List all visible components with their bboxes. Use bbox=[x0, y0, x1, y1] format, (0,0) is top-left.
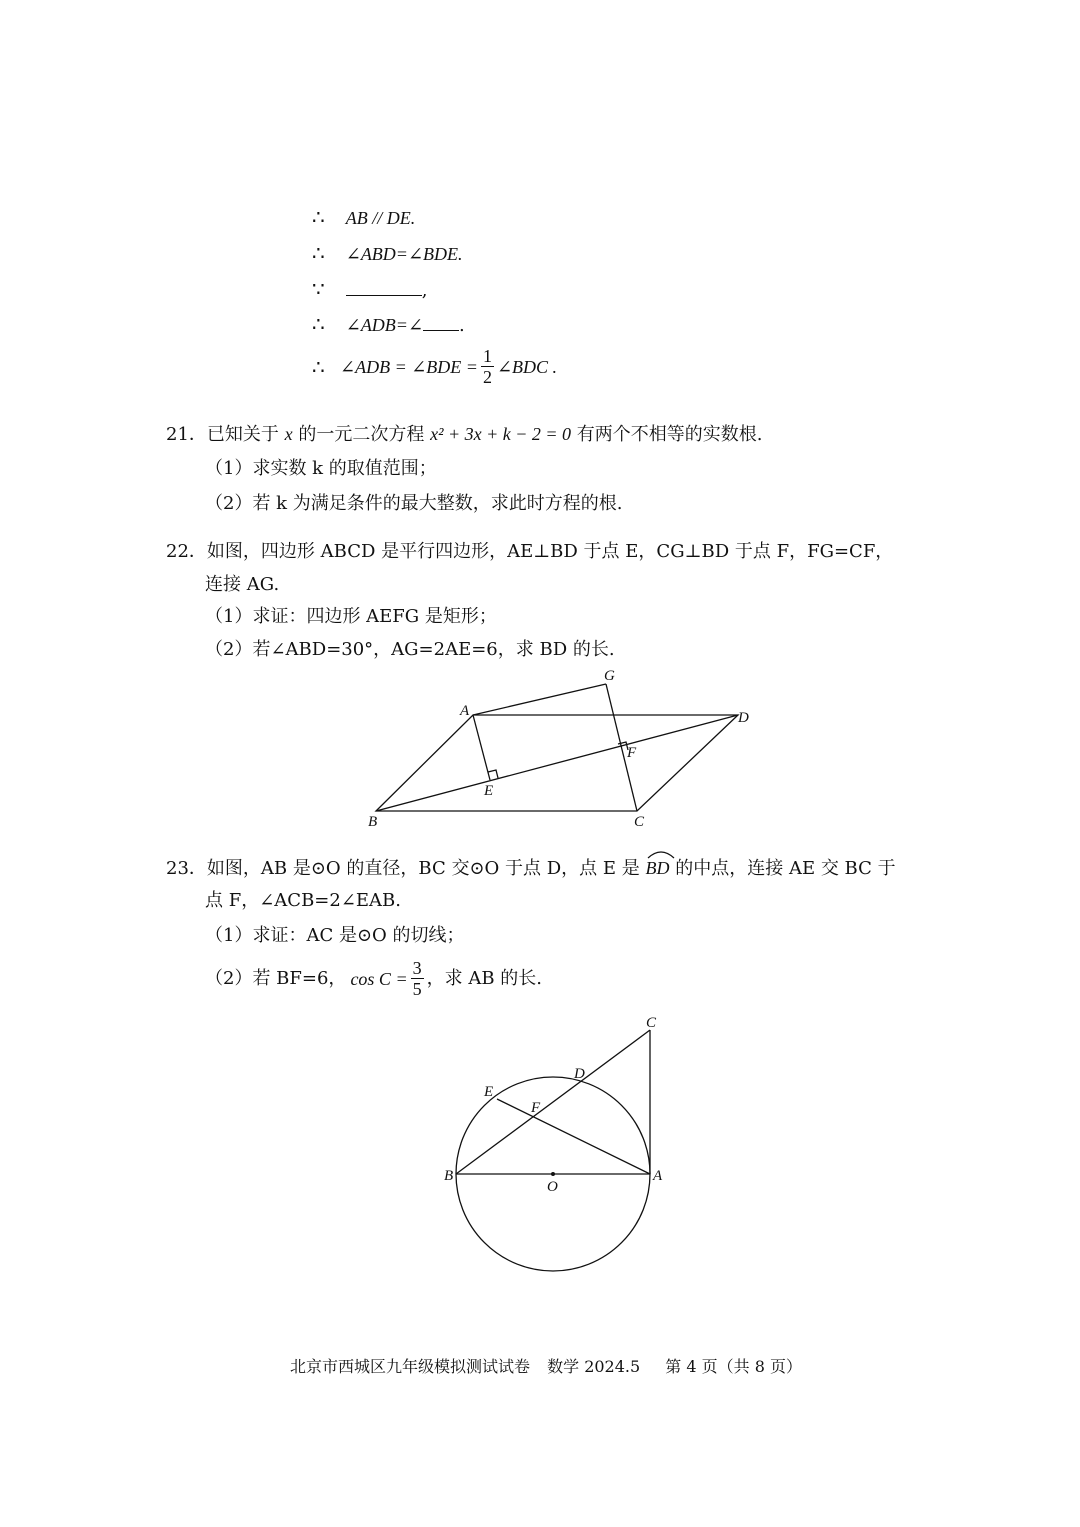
question-number: 22． bbox=[166, 541, 207, 562]
segment-ae bbox=[497, 1099, 650, 1174]
q22-part-2: （2）若∠ABD=30°，AG=2AE=6，求 BD 的长. bbox=[205, 639, 615, 660]
label-d: D bbox=[574, 1066, 585, 1082]
therefore-symbol: ∴ bbox=[312, 205, 325, 229]
quadratic-equation: x² + 3x + k − 2 = 0 bbox=[430, 424, 572, 444]
proof-line-4: ∴ ∠ADB=∠ . bbox=[312, 312, 465, 336]
question-number: 21． bbox=[166, 424, 207, 445]
q23-part-1: （1）求证：AC 是⊙O 的切线； bbox=[205, 925, 465, 946]
label-o: O bbox=[547, 1179, 558, 1195]
q23-stem: 23．如图，AB 是⊙O 的直径，BC 交⊙O 于点 D，点 E 是 BD 的中点，连接 AE 交 BC 于 bbox=[166, 856, 896, 881]
label-a: A bbox=[653, 1168, 663, 1184]
label-d: D bbox=[738, 710, 749, 726]
therefore-symbol: ∴ bbox=[312, 312, 325, 336]
proof-line-2: ∴ ∠ABD=∠BDE. bbox=[312, 241, 463, 265]
q21-part-1: （1）求实数 k 的取值范围； bbox=[205, 458, 437, 479]
q22-stem-line-2: 连接 AG. bbox=[205, 574, 280, 595]
label-b: B bbox=[368, 814, 378, 830]
therefore-symbol: ∴ bbox=[312, 241, 325, 265]
q22-stem: 22．如图，四边形 ABCD 是平行四边形，AE⊥BD 于点 E，CG⊥BD 于点 F，FG=CF， bbox=[166, 541, 894, 562]
label-a: A bbox=[460, 703, 470, 719]
label-c: C bbox=[634, 814, 645, 830]
proof-line-5: ∴ ∠ADB = ∠BDE = $\frac{1}{2}$ ∠BDC . bbox=[312, 346, 558, 387]
label-g: G bbox=[604, 668, 615, 684]
label-f: F bbox=[531, 1100, 541, 1116]
exam-title: 北京市西城区九年级模拟测试试卷 bbox=[290, 1357, 531, 1376]
q21-stem: 21．已知关于 x 的一元二次方程 x² + 3x + k − 2 = 0 有两个不相等的实数根. bbox=[166, 424, 763, 445]
proof-line-3: ∵ , bbox=[312, 277, 428, 301]
therefore-symbol: ∴ bbox=[312, 354, 325, 379]
fraction-three-fifths: $\frac{3}{5}$ bbox=[412, 958, 422, 999]
label-e: E bbox=[484, 783, 494, 799]
q23-part-2: （2）若 BF=6， cos C = $\frac{3}{5}$ ，求 AB 的长. bbox=[205, 958, 542, 999]
label-c: C bbox=[646, 1015, 657, 1031]
label-e: E bbox=[484, 1084, 494, 1100]
subject-date: 数学 2024.5 bbox=[547, 1357, 641, 1376]
center-point bbox=[551, 1172, 555, 1176]
fraction-one-half: $\frac{1}{2}$ bbox=[482, 346, 492, 387]
proof-line-1: ∴ AB // DE. bbox=[312, 205, 416, 229]
page-number: 第 4 页（共 8 页） bbox=[665, 1357, 802, 1376]
segment-bc bbox=[456, 1030, 650, 1174]
question-number: 23． bbox=[166, 858, 207, 879]
page-footer bbox=[290, 1354, 802, 1377]
label-f: F bbox=[627, 745, 637, 761]
arc-bd: BD bbox=[646, 856, 670, 880]
because-symbol: ∵ bbox=[312, 277, 325, 301]
q23-stem-line-2: 点 F，∠ACB=2∠EAB. bbox=[205, 890, 401, 911]
label-b: B bbox=[444, 1168, 454, 1184]
q21-part-2: （2）若 k 为满足条件的最大整数，求此时方程的根. bbox=[205, 493, 623, 514]
q22-part-1: （1）求证：四边形 AEFG 是矩形； bbox=[205, 606, 497, 627]
